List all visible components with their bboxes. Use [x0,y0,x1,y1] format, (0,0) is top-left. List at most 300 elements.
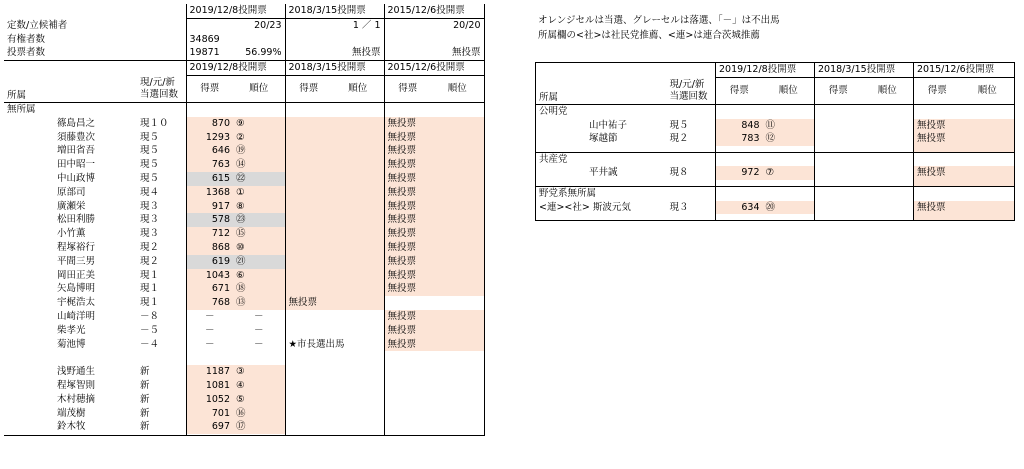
votes-2019: 763 [186,158,233,172]
votes-2019: 917 [186,200,233,214]
turnout-count: 19871 [186,46,233,60]
right-candidate-row [536,132,1015,146]
bottom-cell [233,434,285,436]
bottom-spacer [4,434,186,436]
rank-2019: ⑧ [233,200,285,214]
votes-2018-cell [815,152,862,166]
votes-2015-cell [914,104,961,118]
votes-2018 [285,158,384,172]
rank-2019: ⑬ [233,296,285,310]
votes-2019: 768 [186,296,233,310]
right-candidate-status: 現３ [669,201,689,213]
votes-2015: 無投票 [384,324,484,338]
right-votes-2015: 無投票 [914,166,1015,180]
votes-2015 [384,351,484,365]
candidate-row [4,172,484,186]
candidate-status: 新 [140,407,150,419]
right-votes-2015: 無投票 [914,132,1015,146]
seats-2018: 1 ／ 1 [285,18,384,32]
indent-cell [4,131,54,145]
rank-2019: － [233,310,285,324]
candidate-row [4,227,484,241]
rank-2019: ⑯ [233,407,285,421]
votes-2015: 無投票 [384,282,484,296]
right-party-group-row [536,104,1015,118]
votes-2019: 1368 [186,186,233,200]
right-votes-2015: 無投票 [914,201,1015,215]
right-votes-2018 [815,166,914,180]
status-header: 現/元/新 当選回数 [137,75,186,102]
candidate-row [4,393,484,407]
votes-2018 [285,241,384,255]
rank-2015-cell [961,186,1015,200]
candidate-row [4,310,484,324]
votes-2019: 578 [186,213,233,227]
candidate-name: 岡田正美 [57,269,96,281]
right-candidate-row [536,166,1015,180]
votes-2019: 701 [186,407,233,421]
votes-2018: ★市長選出馬 [285,338,384,352]
votes-2015 [384,296,484,310]
candidate-name: 矢島博明 [57,283,96,295]
votes-2015: 無投票 [384,131,484,145]
indent-cell [4,255,54,269]
seats-2015: 20/20 [384,18,484,32]
candidate-name: 程塚裕行 [57,241,96,253]
rank-2019: ⑱ [233,282,285,296]
votes-2015: 無投票 [384,144,484,158]
votes-2015: 無投票 [384,227,484,241]
votes-2018 [285,117,384,131]
candidate-status: 現３ [140,214,160,226]
right-votes-header-2018: 得票 [815,77,862,104]
voters-row [4,33,484,47]
candidate-row [4,407,484,421]
votes-2018 [285,407,384,421]
votes-header-2018: 得票 [285,75,332,102]
votes-2019 [186,351,233,365]
candidate-status: 現１ [140,269,160,281]
candidate-name: 松田利勝 [57,214,96,226]
candidate-name: 木村穂摘 [57,393,96,405]
rank-2019-cell [763,104,815,118]
right-votes-header-2015: 得票 [914,77,961,104]
rank-2019 [233,351,285,365]
left-results-table [4,4,485,436]
votes-2015-cell [914,186,961,200]
votes-2018 [285,324,384,338]
rank-header-2015: 順位 [431,75,484,102]
right-votes-2019: 634 [716,201,763,215]
turnout-pct: 56.99% [233,46,285,60]
indent-cell [4,351,54,365]
indent-cell [4,324,54,338]
right-candidate-row [536,119,1015,133]
indent-cell [4,172,54,186]
party-group-row [4,102,484,116]
candidate-row [4,144,484,158]
rank-2019-cell [763,152,815,166]
votes-2018 [285,310,384,324]
votes-2015 [384,365,484,379]
indent-cell [4,282,54,296]
candidate-row [4,255,484,269]
votes-2019: 1052 [186,393,233,407]
candidate-name: 程塚智則 [57,379,96,391]
rank-2019: ⑨ [233,117,285,131]
right-votes-2015: 無投票 [914,119,1015,133]
indent-cell [4,420,54,434]
indent-cell [4,407,54,421]
rank-2019: ⑮ [233,227,285,241]
votes-2019: 671 [186,282,233,296]
right-candidate-status: 現５ [669,119,689,131]
right-status-header: 現/元/新 当選回数 [667,77,716,104]
candidate-name: 田中昭一 [57,159,96,171]
candidate-status: 新 [140,366,150,378]
indent-cell [4,144,54,158]
votes-2018 [285,393,384,407]
legend-note-line2: 所属欄の<社>は社民党推薦、<連>は連合茨城推薦 [538,30,760,41]
rank-header-2019: 順位 [233,75,285,102]
rank-2018-cell [332,102,384,116]
votes-2019: 615 [186,172,233,186]
candidate-status: 現１０ [140,117,169,129]
right-candidate-name: 平井誠 [536,166,667,180]
votes-2019: － [186,310,233,324]
seats-label: 定数/立候補者 [7,19,68,31]
seats-2019: 20/23 [186,18,285,32]
votes-2018 [285,282,384,296]
right-rank-header-2019: 順位 [763,77,815,104]
rank-2015-cell [961,104,1015,118]
candidate-row [4,420,484,434]
votes-2015: 無投票 [384,172,484,186]
party-name: 無所属 [7,103,36,115]
rank-2019: ⑭ [233,158,285,172]
voters-label: 有権者数 [7,33,46,45]
election-date-row [4,4,484,18]
candidate-name: 鈴木牧 [57,421,86,433]
votes-2018 [285,213,384,227]
indent-cell [4,269,54,283]
candidate-status: －８ [140,310,160,322]
right-candidate-status: 現２ [669,133,689,145]
right-party-name: 野党系無所属 [536,186,716,200]
candidate-row [4,131,484,145]
votes-2015: 無投票 [384,241,484,255]
votes-2015: 無投票 [384,186,484,200]
rank-2019: ① [233,186,285,200]
rank-2018-cell [862,104,914,118]
votes-2018 [285,144,384,158]
legend-note [538,13,780,43]
votes-2015: 無投票 [384,255,484,269]
votes-2019: 646 [186,144,233,158]
column-header-row [4,75,484,102]
indent-cell [4,393,54,407]
votes-2019: 1081 [186,379,233,393]
right-party-group-row [536,186,1015,200]
indent-cell [4,365,54,379]
candidate-status: 現４ [140,186,160,198]
right-votes-header-2019: 得票 [716,77,763,104]
rank-2019: ⑩ [233,241,285,255]
votes-2019-cell [716,186,763,200]
right-votes-2019: 783 [716,132,763,146]
candidate-name: 篠島昌之 [57,117,96,129]
right-votes-2018 [815,201,914,215]
votes-2018 [285,227,384,241]
rank-2015-cell [961,152,1015,166]
candidate-row [4,351,484,365]
right-candidate-row [536,201,1015,215]
candidate-status: 新 [140,421,150,433]
bottom-spacer [536,220,1015,222]
right-candidate-name: 塚越節 [536,132,667,146]
rank-2019: ㉑ [233,255,285,269]
votes-2018 [285,172,384,186]
votes-2019: － [186,324,233,338]
right-rank-header-2015: 順位 [961,77,1015,104]
right-votes-2018 [815,119,914,133]
rank-2015-cell [431,102,484,116]
rank-2018-cell [862,152,914,166]
turnout-label: 投票者数 [7,47,46,59]
votes-2019: 1043 [186,269,233,283]
votes-2015 [384,393,484,407]
candidate-status: 現５ [140,131,160,143]
right-header-date-row [536,63,1015,78]
indent-cell [4,117,54,131]
candidate-row [4,269,484,283]
candidate-name: 山崎洋明 [57,310,96,322]
right-party-header: 所属 [536,77,586,104]
candidate-status: 現５ [140,172,160,184]
rank-2019: ㉓ [233,213,285,227]
votes-2019: 712 [186,227,233,241]
votes-2015: 無投票 [384,117,484,131]
votes-2019: － [186,338,233,352]
election-2018: 2018/3/15投開票 [285,4,384,18]
right-header-2019: 2019/12/8投開票 [716,63,815,78]
candidate-name: 浅野通生 [57,366,96,378]
candidate-row [4,296,484,310]
votes-2019-cell [186,102,233,116]
votes-2015 [384,379,484,393]
candidate-status: 現３ [140,228,160,240]
indent-cell [4,213,54,227]
rank-2018-cell [862,186,914,200]
right-bottom-row [536,220,1015,222]
votes-2015-cell [914,152,961,166]
votes-2018 [285,255,384,269]
votes-header-2019: 得票 [186,75,233,102]
votes-2018 [285,351,384,365]
right-candidate-name: <連><社> 斯波元気 [536,201,667,215]
candidate-row [4,117,484,131]
rank-2019: ⑰ [233,420,285,434]
candidate-status: 現２ [140,241,160,253]
no-vote-2015: 無投票 [384,46,484,60]
votes-2015: 無投票 [384,158,484,172]
right-votes-2019: 972 [716,166,763,180]
turnout-row [4,46,484,60]
right-rank-header-2018: 順位 [862,77,914,104]
bottom-cell [285,434,332,436]
right-party-name: 公明党 [536,104,716,118]
votes-2015-cell [384,102,431,116]
votes-2019: 870 [186,117,233,131]
rank-2019: ⑥ [233,269,285,283]
indent-cell [4,296,54,310]
right-column-header-row [536,77,1015,104]
right-rank-2019: ⑪ [763,119,815,133]
candidate-name: 小竹薫 [57,228,86,240]
votes-2018 [285,365,384,379]
candidate-name: 端茂樹 [57,407,86,419]
votes-2018-cell [285,102,332,116]
votes-2019: 1293 [186,131,233,145]
votes-2019: 868 [186,241,233,255]
votes-2019-cell [716,152,763,166]
votes-header-2015: 得票 [384,75,431,102]
candidate-name [54,351,137,365]
rank-2019: － [233,324,285,338]
seats-row [4,18,484,32]
right-candidate-name: 山中祐子 [536,119,667,133]
indent-cell [4,379,54,393]
candidate-status: 現５ [140,145,160,157]
bottom-cell [332,434,384,436]
bottom-cell [431,434,484,436]
candidate-name: 菊池博 [57,338,86,350]
right-results-table [535,62,1015,222]
right-party-name: 共産党 [536,152,716,166]
votes-2018 [285,131,384,145]
votes-2018: 無投票 [285,296,384,310]
candidate-status: 現３ [140,200,160,212]
indent-cell [4,338,54,352]
candidate-name: 柴孝光 [57,324,86,336]
candidate-status: 現１ [140,297,160,309]
candidate-name: 原部司 [57,186,86,198]
bottom-cell [186,434,233,436]
votes-2019: 697 [186,420,233,434]
candidate-row [4,200,484,214]
no-vote-2018: 無投票 [285,46,384,60]
candidate-name: 平間三男 [57,255,96,267]
right-rank-2019: ⑫ [763,132,815,146]
candidate-status: 新 [140,379,150,391]
candidate-name: 増田省吾 [57,145,96,157]
votes-2019: 1187 [186,365,233,379]
votes-2019-cell [716,104,763,118]
votes-2015: 無投票 [384,310,484,324]
header-date-row [4,61,484,76]
candidate-row [4,338,484,352]
indent-cell [4,241,54,255]
candidate-status [137,351,186,365]
candidate-row [4,158,484,172]
header-2015: 2015/12/6投開票 [384,61,484,76]
candidate-name: 中山政博 [57,172,96,184]
indent-cell [4,227,54,241]
candidate-status: －４ [140,338,160,350]
candidate-name: 宇梶浩太 [57,297,96,309]
votes-2018-cell [815,186,862,200]
indent-cell [4,310,54,324]
rank-2019: ⑤ [233,393,285,407]
election-2015: 2015/12/6投開票 [384,4,484,18]
votes-2019: 619 [186,255,233,269]
right-header-2018: 2018/3/15投開票 [815,63,914,78]
candidate-row [4,324,484,338]
rank-2019: － [233,338,285,352]
indent-cell [4,186,54,200]
rank-2019: ㉒ [233,172,285,186]
votes-2015 [384,407,484,421]
voters-count: 34869 [186,33,233,47]
rank-2019-cell [233,102,285,116]
right-party-group-row [536,152,1015,166]
candidate-status: 現２ [140,255,160,267]
votes-2015: 無投票 [384,338,484,352]
right-rank-2019: ⑦ [763,166,815,180]
votes-2018 [285,200,384,214]
candidate-row [4,241,484,255]
candidate-status: 現１ [140,283,160,295]
rank-2019: ② [233,131,285,145]
election-2019: 2019/12/8投開票 [186,4,285,18]
votes-2018-cell [815,104,862,118]
candidate-status: 現５ [140,159,160,171]
votes-2018 [285,379,384,393]
candidate-row [4,213,484,227]
votes-2018 [285,269,384,283]
header-2018: 2018/3/15投開票 [285,61,384,76]
right-candidate-status: 現８ [669,167,689,179]
votes-2015: 無投票 [384,213,484,227]
votes-2015: 無投票 [384,200,484,214]
rank-2019: ④ [233,379,285,393]
candidate-status: －５ [140,324,160,336]
rank-header-2018: 順位 [332,75,384,102]
indent-cell [4,158,54,172]
candidate-row [4,282,484,296]
candidate-name: 廣瀬栄 [57,200,86,212]
votes-2018 [285,186,384,200]
candidate-row [4,379,484,393]
candidate-name: 須藤豊次 [57,131,96,143]
bottom-cell [384,434,431,436]
right-votes-2018 [815,132,914,146]
legend-note-line1: オレンジセルは当選、グレーセルは落選、「－」は不出馬 [538,15,780,26]
right-rank-2019: ⑳ [763,201,815,215]
candidate-status: 新 [140,393,150,405]
right-votes-2019: 848 [716,119,763,133]
party-header: 所属 [4,75,54,102]
header-2019: 2019/12/8投開票 [186,61,285,76]
left-bottom-row [4,434,484,436]
rank-2019-cell [763,186,815,200]
rank-2019: ⑲ [233,144,285,158]
candidate-row [4,365,484,379]
indent-cell [4,200,54,214]
rank-2019: ③ [233,365,285,379]
votes-2018 [285,420,384,434]
votes-2015: 無投票 [384,269,484,283]
